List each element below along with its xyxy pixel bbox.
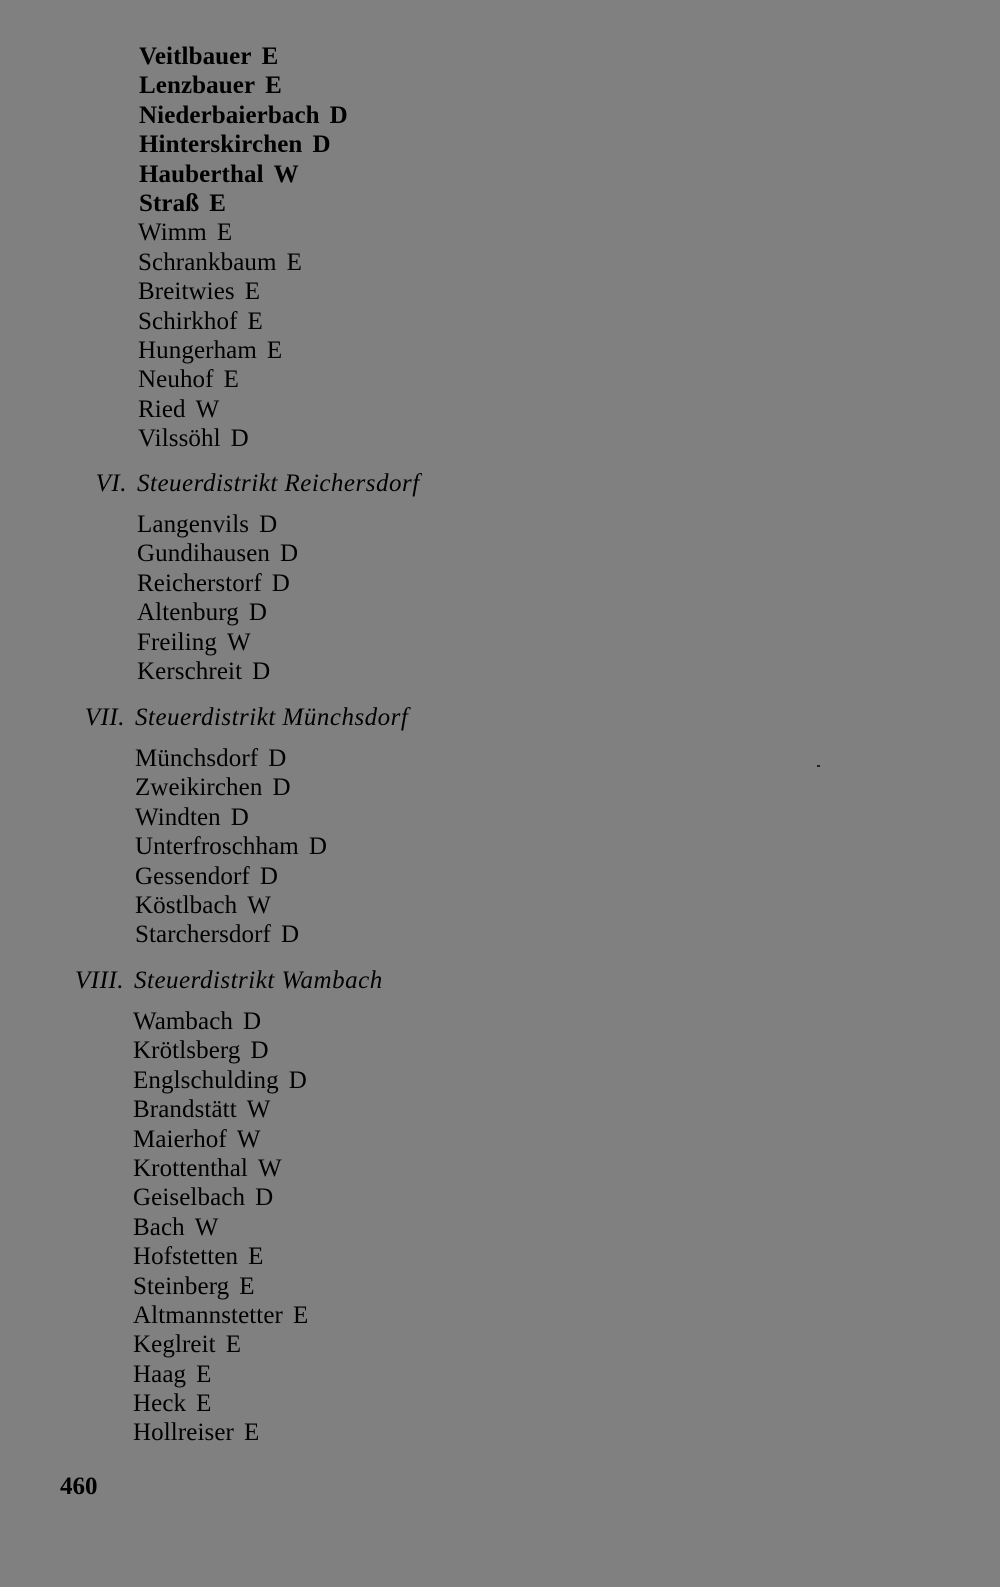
district-number: VI. [95,470,127,497]
place-list-district-vi [137,510,298,686]
place-entry [133,1330,308,1359]
place-type: E [266,336,283,364]
place-entry [133,1213,308,1242]
page-number: 460 [60,1473,98,1500]
place-entry [135,773,327,802]
district-number: VIII. [75,967,124,994]
place-type: E [292,1301,309,1329]
place-name: Niederbaierbach [139,101,320,129]
place-name: Freiling [137,628,217,656]
place-type: E [261,43,279,70]
place-type: D [259,511,278,538]
place-name: Veitlbauer [139,43,252,70]
scan-speck [817,765,820,767]
place-name: Bach [133,1213,185,1241]
place-entry [139,71,348,100]
place-type: D [280,540,299,568]
place-type: D [259,862,279,890]
place-entry [135,920,327,949]
place-name: Starchersdorf [135,921,271,949]
place-name: Schrankbaum [138,248,277,276]
place-name: Ried [138,395,186,423]
place-type: W [273,160,299,188]
place-type: E [216,219,233,247]
place-type: E [196,1360,212,1388]
place-type: D [243,1008,262,1035]
place-list-continued-b [138,218,302,453]
place-type: E [225,1331,242,1359]
place-name: Gessendorf [135,862,250,890]
place-type: E [243,1419,260,1447]
place-name: Heck [133,1390,187,1418]
place-type: D [255,1184,274,1212]
place-type: D [250,1037,269,1065]
place-name: Vilssöhl [138,425,221,453]
place-type: D [280,921,300,949]
place-type: E [196,1390,212,1418]
place-name: Schirkhof [138,307,238,335]
place-name: Wimm [138,219,207,247]
district-title: Steuerdistrikt Münchsdorf [135,704,409,731]
place-name: Maierhof [133,1125,227,1153]
place-entry [133,1242,308,1271]
place-type: E [286,248,302,276]
place-entry [133,1389,308,1418]
place-name: Haag [133,1360,187,1388]
place-name: Neuhof [138,366,214,394]
place-type: E [209,189,227,217]
place-type: E [244,278,261,306]
place-entry [137,510,298,539]
place-type: D [271,569,290,597]
place-type: D [272,774,291,802]
place-name: Keglreit [133,1331,216,1359]
place-entry [133,1183,308,1212]
place-entry [138,365,302,394]
place-type: W [246,1096,271,1124]
district-title: Steuerdistrikt Reichersdorf [137,470,420,497]
place-name: Reicherstorf [137,569,262,597]
place-entry [133,1272,308,1301]
place-list-district-viii [133,1007,308,1448]
place-entry [133,1154,308,1183]
place-name: Zweikirchen [135,774,263,802]
place-name: Altmannstetter [133,1301,283,1329]
place-name: Unterfroschham [135,833,299,861]
place-entry [138,336,302,365]
place-name: Hinterskirchen [139,131,303,159]
place-entry [133,1125,308,1154]
place-name: Hollreiser [133,1419,234,1447]
place-entry [138,395,302,424]
place-entry [139,42,348,71]
place-entry [135,744,327,773]
place-entry [137,657,298,686]
place-entry [138,277,302,306]
place-name: Krötlsberg [133,1037,241,1065]
place-name: Krottenthal [133,1154,248,1182]
place-type: W [194,1213,219,1241]
place-entry [135,891,327,920]
place-type: W [236,1125,261,1153]
place-entry [139,189,348,218]
place-entry [139,130,348,159]
place-entry [133,1360,308,1389]
place-name: Hungerham [138,336,257,364]
place-name: Hauberthal [139,160,264,188]
place-type: D [230,803,249,831]
place-entry [135,803,327,832]
place-entry [133,1095,308,1124]
place-type: E [239,1272,255,1300]
place-type: W [195,395,220,423]
place-type: D [308,833,327,861]
place-type: D [252,657,271,685]
district-heading [95,470,420,498]
place-type: D [312,131,331,159]
place-name: Lenzbauer [139,72,256,100]
district-title: Steuerdistrikt Wambach [134,967,383,994]
place-entry [138,424,302,453]
place-entry [133,1301,308,1330]
place-type: D [230,425,249,453]
place-entry [137,628,298,657]
place-entry [137,569,298,598]
place-name: Breitwies [138,278,235,306]
place-entry [137,598,298,627]
place-type: D [268,745,287,772]
place-type: W [247,891,271,919]
place-list-continued [139,42,348,218]
place-entry [135,862,327,891]
place-name: Gundihausen [137,540,271,568]
place-entry [133,1418,308,1447]
place-name: Langenvils [137,511,250,538]
place-entry [137,539,298,568]
district-heading [75,967,383,995]
place-type: D [248,599,267,627]
place-type: E [223,366,239,394]
place-type: D [329,101,348,129]
place-name: Wambach [133,1008,234,1035]
place-name: Altenburg [137,599,239,627]
place-entry [138,307,302,336]
place-list-district-vii [135,744,327,950]
place-type: W [226,628,251,656]
district-heading [84,704,409,732]
place-name: Köstlbach [135,891,238,919]
place-entry [139,101,348,130]
place-name: Brandstätt [133,1096,237,1124]
place-entry [133,1007,308,1036]
place-name: Hofstetten [133,1243,239,1271]
place-entry [135,832,327,861]
place-entry [133,1066,308,1095]
place-name: Englschulding [133,1066,279,1094]
place-entry [139,160,348,189]
district-number: VII. [84,704,125,731]
place-type: E [247,307,263,335]
place-type: E [248,1243,264,1271]
place-name: Windten [135,803,221,831]
place-entry [138,248,302,277]
place-name: Straß [139,189,200,217]
place-name: Steinberg [133,1272,230,1300]
place-name: Kerschreit [137,657,243,685]
place-name: Münchsdorf [135,745,259,772]
place-entry [138,218,302,247]
place-name: Geiselbach [133,1184,246,1212]
place-type: E [265,72,282,100]
place-entry [133,1036,308,1065]
place-type: D [288,1066,307,1094]
place-type: W [257,1154,282,1182]
